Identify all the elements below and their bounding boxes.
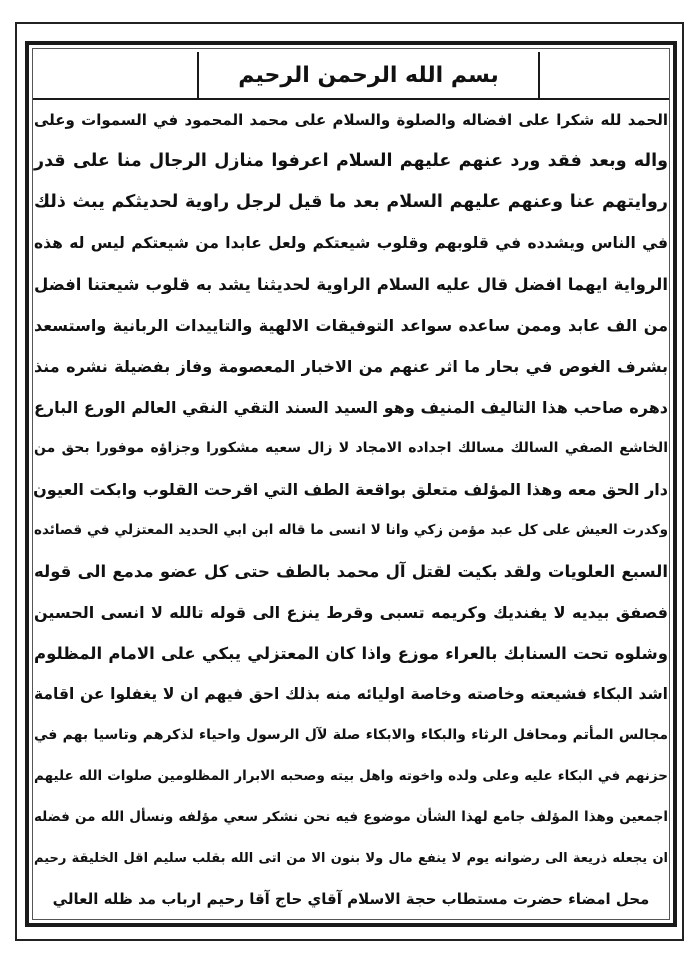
text-line: دهره صاحب هذا التاليف المنيف وهو السيد السند التقي النقي العالم الورع البارع: [34, 398, 668, 417]
text-line: وشلوه تحت السنابك بالعراء موزع واذا كان المعتزلي يبكي على الامام المظلوم: [34, 644, 668, 663]
text-line: مجالس المأتم ومحافل الرثاء والبكاء والابكاء صلة لآل الرسول واحياء لذكرهم وتاسيا بهم في: [34, 727, 668, 743]
manuscript-body: [34, 100, 668, 920]
text-line: وكدرت العيش على كل عبد مؤمن زكي وانا لا انسى ما قاله ابن ابي الحديد المعتزلي في قصائده: [34, 522, 668, 538]
title-box: [197, 52, 540, 98]
text-line: ان يجعله ذريعة الى رضوانه يوم لا ينفع مال ولا بنون الا من اتى الله بقلب سليم اقل الخليقة رحيم: [34, 851, 668, 866]
basmala-title: بسم الله الرحمن الرحيم: [238, 62, 499, 88]
text-line: حزنهم في البكاء عليه وعلى ولده واخوته واهل بيته وصحبه الابرار المظلومين صلوات الله عليهم: [34, 768, 668, 784]
text-line: السبع العلويات ولقد بكيت لقتل آل محمد بالطف حتى كل عضو مدمع الى قوله: [34, 562, 668, 581]
text-line: الحمد لله شكرا على افضاله والصلوة والسلام على محمد المحمود في السموات وعلى: [34, 111, 668, 129]
text-line: روايتهم عنا وعنهم عليهم السلام بعد ما قيل لرجل راوية لحديثكم يبث ذلك: [34, 192, 668, 212]
text-line: واله وبعد فقد ورد عنهم عليهم السلام اعرفوا منازل الرجال منا على قدر: [34, 151, 668, 171]
signature-line: محل امضاء حضرت مستطاب حجة الاسلام آقاي حاج آقا رحيم ارباب مد ظله العالي: [52, 890, 650, 908]
text-line: من الف عابد وممن ساعده سواعد التوفيقات الالهية والتاييدات الربانية واستسعد: [34, 316, 668, 335]
text-line: في الناس ويشدده في قلوبهم وقلوب شيعتكم ولعل عابدا من شيعتكم ليس له هذه: [34, 234, 668, 252]
text-line: الرواية ايهما افضل قال عليه السلام الراوية لحديثنا يشد به قلوب شيعتنا افضل: [34, 275, 668, 294]
text-line: الخاشع الصفي السالك مسالك اجداده الامجاد لا زال سعيه مشكورا وجزاؤه موفورا بحق من: [34, 440, 668, 456]
text-line: اشد البكاء فشيعته وخاصته وخاصة اوليائه منه بذلك احق فيهم ان لا يغفلوا عن اقامة: [34, 685, 668, 703]
text-line: فصفق بيديه لا يفنديك وكريمه تسبى وقرط ينزع الى قوله تالله لا انسى الحسين: [34, 603, 668, 622]
text-line: بشرف الغوص في بحار ما اثر عنهم من الاخبار المعصومة وفاز بفضيلة نشره منذ: [34, 357, 668, 376]
text-line: اجمعين وهذا المؤلف جامع لهذا الشأن موضوع فيه نحن نشكر سعي مؤلفه ونسأل الله من فضله: [34, 809, 668, 825]
text-line: دار الحق معه وهذا المؤلف متعلق بواقعة الطف التي اقرحت القلوب وابكت العيون: [33, 480, 668, 499]
